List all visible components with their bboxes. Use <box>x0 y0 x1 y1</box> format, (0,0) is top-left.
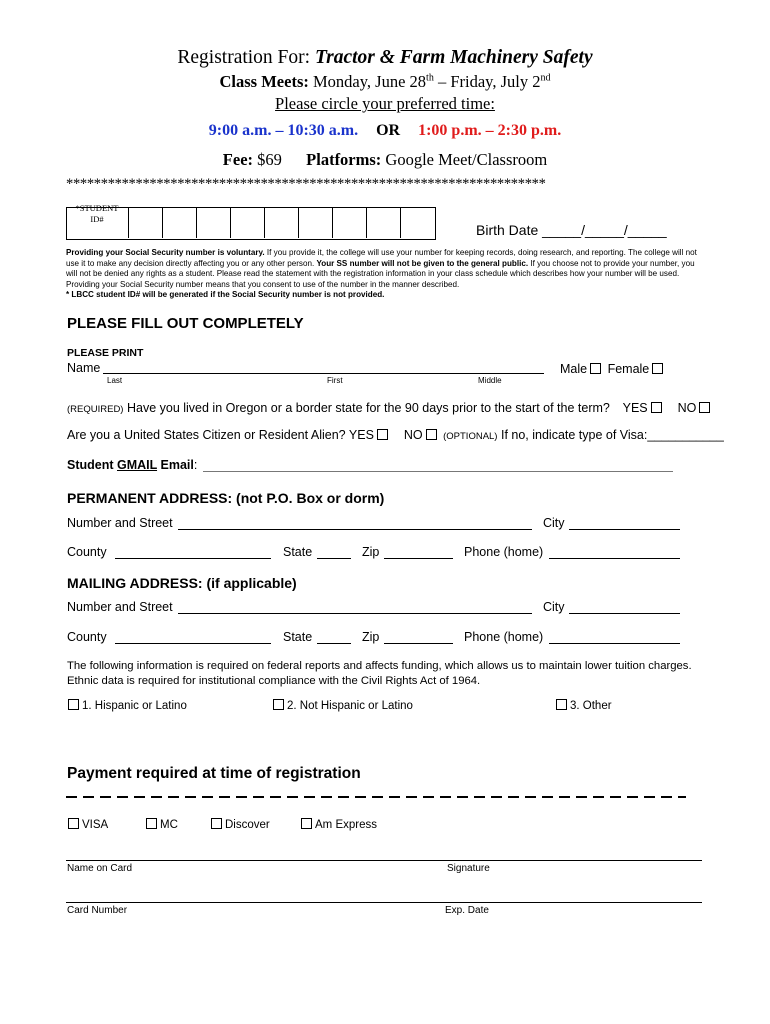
name-signature-line[interactable] <box>66 860 702 861</box>
fill-heading: PLEASE FILL OUT COMPLETELY <box>67 315 304 332</box>
time-options <box>0 122 770 140</box>
gmail-label-a: Student <box>67 458 117 472</box>
mail-zip-label: Zip <box>362 630 380 644</box>
citizen-question-row <box>67 428 724 442</box>
time-or: OR <box>376 122 401 139</box>
class-meets-sup-start: th <box>426 72 434 84</box>
ssn-text-a: If you provide it, the college will use your number for keeping records, doing research, and reporting. The college will not use it to make any decision directly affecting you or any other person. <box>66 248 697 268</box>
mail-state-input[interactable] <box>317 643 351 644</box>
title-prefix: Registration For: <box>177 47 315 68</box>
amex-label: Am Express <box>315 819 377 831</box>
fee-label: Fee: <box>222 150 254 169</box>
discover-label: Discover <box>225 819 270 831</box>
name-middle-caption: Middle <box>478 376 502 385</box>
perm-county-label: County <box>67 545 107 559</box>
ethnicity-info <box>67 659 692 689</box>
oregon-question-row <box>67 401 713 415</box>
signature-label: Signature <box>447 863 490 874</box>
card-number-label: Card Number <box>67 905 128 916</box>
course-name: Tractor & Farm Machinery Safety <box>314 47 593 68</box>
ssn-notice <box>66 248 706 301</box>
ssn-voluntary: Providing your Social Security number is voluntary. <box>66 248 265 257</box>
birth-date-field[interactable]: Birth Date _____/_____/_____ <box>476 222 667 238</box>
mc-checkbox[interactable] <box>146 818 157 829</box>
female-checkbox[interactable] <box>652 363 663 374</box>
not-hispanic-checkbox[interactable] <box>273 699 284 710</box>
platforms-value: Google Meet/Classroom <box>385 150 548 169</box>
hispanic-label: 1. Hispanic or Latino <box>82 700 187 712</box>
oregon-no-label: NO <box>677 401 697 415</box>
id-cell-divider <box>94 207 129 238</box>
time-afternoon: 1:00 p.m. – 2:30 p.m. <box>418 122 562 139</box>
ssn-lbcc-note: * LBCC student ID# will be generated if the Social Security number is not provided. <box>66 290 385 300</box>
mail-city-label: City <box>543 600 565 614</box>
other-checkbox[interactable] <box>556 699 567 710</box>
citizen-yes-label: YES <box>348 428 374 442</box>
class-meets-label: Class Meets: <box>219 72 309 91</box>
gmail-input-line[interactable] <box>203 471 673 472</box>
mc-label: MC <box>160 819 178 831</box>
id-cell-divider <box>298 207 333 238</box>
ssn-not-public: Your SS number will not be given to the general public. <box>316 258 529 268</box>
amex-checkbox[interactable] <box>301 818 312 829</box>
fee-platform-line <box>0 150 770 170</box>
perm-street-label: Number and Street <box>67 516 173 530</box>
circle-instruction-text: Please circle your preferred time: <box>275 94 495 113</box>
mail-phone-label: Phone (home) <box>464 630 544 644</box>
name-label: Name <box>67 361 101 375</box>
circle-instruction <box>0 94 770 114</box>
name-last-caption: Last <box>107 376 123 385</box>
oregon-yes-label: YES <box>622 401 648 415</box>
fee-value: $69 <box>257 150 282 169</box>
student-id-label-line1: *STUDENT <box>75 203 119 213</box>
mail-state-label: State <box>283 630 313 644</box>
id-cell-divider <box>196 207 231 238</box>
required-tag: (REQUIRED) <box>67 404 124 415</box>
mail-city-input[interactable] <box>569 613 680 614</box>
payment-dash-divider <box>66 796 686 798</box>
mc-option <box>143 818 178 831</box>
male-checkbox[interactable] <box>590 363 601 374</box>
name-first-caption: First <box>327 376 343 385</box>
oregon-yes-checkbox[interactable] <box>651 402 662 413</box>
optional-tag: (OPTIONAL) <box>443 431 498 442</box>
registration-title <box>0 47 770 69</box>
name-on-card-label: Name on Card <box>67 863 133 874</box>
card-number-line[interactable] <box>66 902 702 903</box>
gmail-row <box>67 458 197 472</box>
id-cell-divider <box>332 207 367 238</box>
student-id-label-line2: ID# <box>90 214 104 224</box>
platforms-label: Platforms: <box>306 150 382 169</box>
mail-phone-input[interactable] <box>549 643 680 644</box>
visa-label: VISA <box>82 819 109 831</box>
perm-state-label: State <box>283 545 313 559</box>
class-meets-start: Monday, June 28 <box>308 72 427 91</box>
citizen-no-checkbox[interactable] <box>426 429 437 440</box>
card-types-row <box>65 818 108 831</box>
male-label: Male <box>560 362 588 376</box>
other-label: 3. Other <box>570 700 612 712</box>
permanent-address-heading: PERMANENT ADDRESS: (not P.O. Box or dorm) <box>67 490 385 506</box>
gmail-colon: : <box>193 458 198 472</box>
please-print: PLEASE PRINT <box>67 347 144 359</box>
oregon-question: Have you lived in Oregon or a border state for the 90 days prior to the start of the term? <box>126 401 610 415</box>
oregon-no-checkbox[interactable] <box>699 402 710 413</box>
perm-county-input[interactable] <box>115 558 271 559</box>
ethnicity-option-3 <box>553 699 612 712</box>
perm-state-input[interactable] <box>317 558 351 559</box>
star-divider: ********************************************************************* <box>66 176 546 192</box>
id-cell-divider <box>162 207 197 238</box>
id-cell-divider <box>128 207 163 238</box>
mail-county-input[interactable] <box>115 643 271 644</box>
visa-checkbox[interactable] <box>68 818 79 829</box>
perm-phone-label: Phone (home) <box>464 545 544 559</box>
citizen-no-label: NO <box>403 428 423 442</box>
gender-options <box>560 362 666 376</box>
id-cell-divider <box>264 207 299 238</box>
perm-city-label: City <box>543 516 565 530</box>
mail-street-label: Number and Street <box>67 600 173 614</box>
mail-county-label: County <box>67 630 107 644</box>
ethnicity-option-1 <box>65 699 187 712</box>
citizen-yes-checkbox[interactable] <box>377 429 388 440</box>
gmail-label-c: Email <box>157 458 194 472</box>
name-input-line[interactable] <box>103 373 544 374</box>
perm-zip-input[interactable] <box>384 558 453 559</box>
perm-zip-label: Zip <box>362 545 380 559</box>
discover-option <box>208 818 270 831</box>
female-label: Female <box>607 362 650 376</box>
class-meets-line <box>0 72 770 92</box>
perm-phone-input[interactable] <box>549 558 680 559</box>
amex-option <box>298 818 377 831</box>
payment-heading: Payment required at time of registration <box>67 765 361 782</box>
ethnicity-info-line2: Ethnic data is required for institutional compliance with the Civil Rights Act of 1964. <box>67 675 481 687</box>
time-morning: 9:00 a.m. – 10:30 a.m. <box>208 122 359 139</box>
discover-checkbox[interactable] <box>211 818 222 829</box>
ethnicity-option-2 <box>270 699 413 712</box>
ethnicity-info-line1: The following information is required on federal reports and affects funding, which allows us to maintain lower tuition charges. <box>67 660 692 672</box>
class-meets-end: – Friday, July 2 <box>433 72 541 91</box>
not-hispanic-label: 2. Not Hispanic or Latino <box>287 700 413 712</box>
mail-zip-input[interactable] <box>384 643 453 644</box>
ssn-text-b: If you choose not to provide your number, you will not be denied any rights as a student. Please read the statement with the registration information in your class schedule which describes how your number will be used. Providing your Social Security number means that you consent to use of the number in the manner described. <box>66 258 695 289</box>
gmail-label-b: GMAIL <box>117 458 158 472</box>
class-meets-sup-end: nd <box>540 72 551 84</box>
exp-date-label: Exp. Date <box>445 905 489 916</box>
mailing-address-heading: MAILING ADDRESS: (if applicable) <box>67 575 297 591</box>
perm-street-input[interactable] <box>178 529 532 530</box>
mail-street-input[interactable] <box>178 613 532 614</box>
id-cell-divider <box>230 207 265 238</box>
citizen-question: Are you a United States Citizen or Resident Alien? <box>67 428 346 442</box>
id-cell-divider <box>366 207 401 238</box>
visa-type-field[interactable]: If no, indicate type of Visa:___________ <box>500 428 724 442</box>
hispanic-checkbox[interactable] <box>68 699 79 710</box>
perm-city-input[interactable] <box>569 529 680 530</box>
